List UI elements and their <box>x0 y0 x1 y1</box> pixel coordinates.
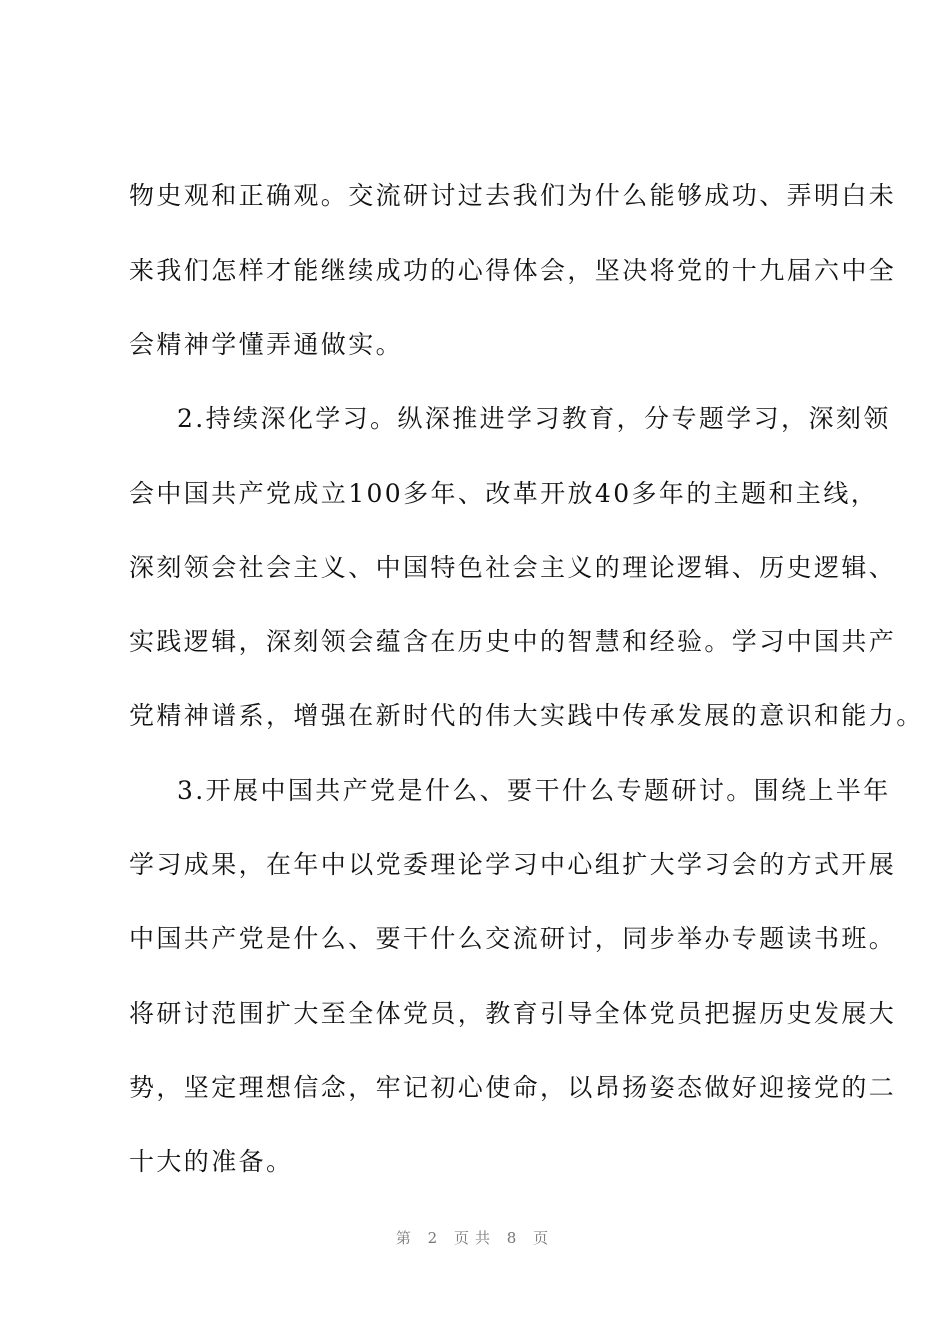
page-number-footer: 第 2 页共 8 页 <box>395 1229 555 1247</box>
paragraph-line: 学习成果，在年中以党委理论学习中心组扩大学习会的方式开展 <box>129 850 897 879</box>
paragraph-line: 十大的准备。 <box>129 1147 294 1176</box>
paragraph-line: 来我们怎样才能继续成功的心得体会，坚决将党的十九届六中全 <box>129 256 897 285</box>
paragraph-line: 势，坚定理想信念，牢记初心使命，以昂扬姿态做好迎接党的二 <box>129 1073 897 1102</box>
paragraph-line: 3.开展中国共产党是什么、要干什么专题研讨。围绕上半年 <box>177 776 891 805</box>
paragraph-line: 2.持续深化学习。纵深推进学习教育，分专题学习，深刻领 <box>177 404 891 433</box>
paragraph-line: 会精神学懂弄通做实。 <box>129 330 404 359</box>
paragraph-line: 党精神谱系，增强在新时代的伟大实践中传承发展的意识和能力。 <box>129 701 924 730</box>
paragraph-line: 中国共产党是什么、要干什么交流研讨，同步举办专题读书班。 <box>129 924 897 953</box>
paragraph-line: 深刻领会社会主义、中国特色社会主义的理论逻辑、历史逻辑、 <box>129 553 897 582</box>
paragraph-line: 将研讨范围扩大至全体党员，教育引导全体党员把握历史发展大 <box>129 999 897 1028</box>
paragraph-line: 物史观和正确观。交流研讨过去我们为什么能够成功、弄明白未 <box>129 181 897 210</box>
paragraph-line: 会中国共产党成立100多年、改革开放40多年的主题和主线， <box>129 479 879 508</box>
paragraph-line: 实践逻辑，深刻领会蕴含在历史中的智慧和经验。学习中国共产 <box>129 627 897 656</box>
